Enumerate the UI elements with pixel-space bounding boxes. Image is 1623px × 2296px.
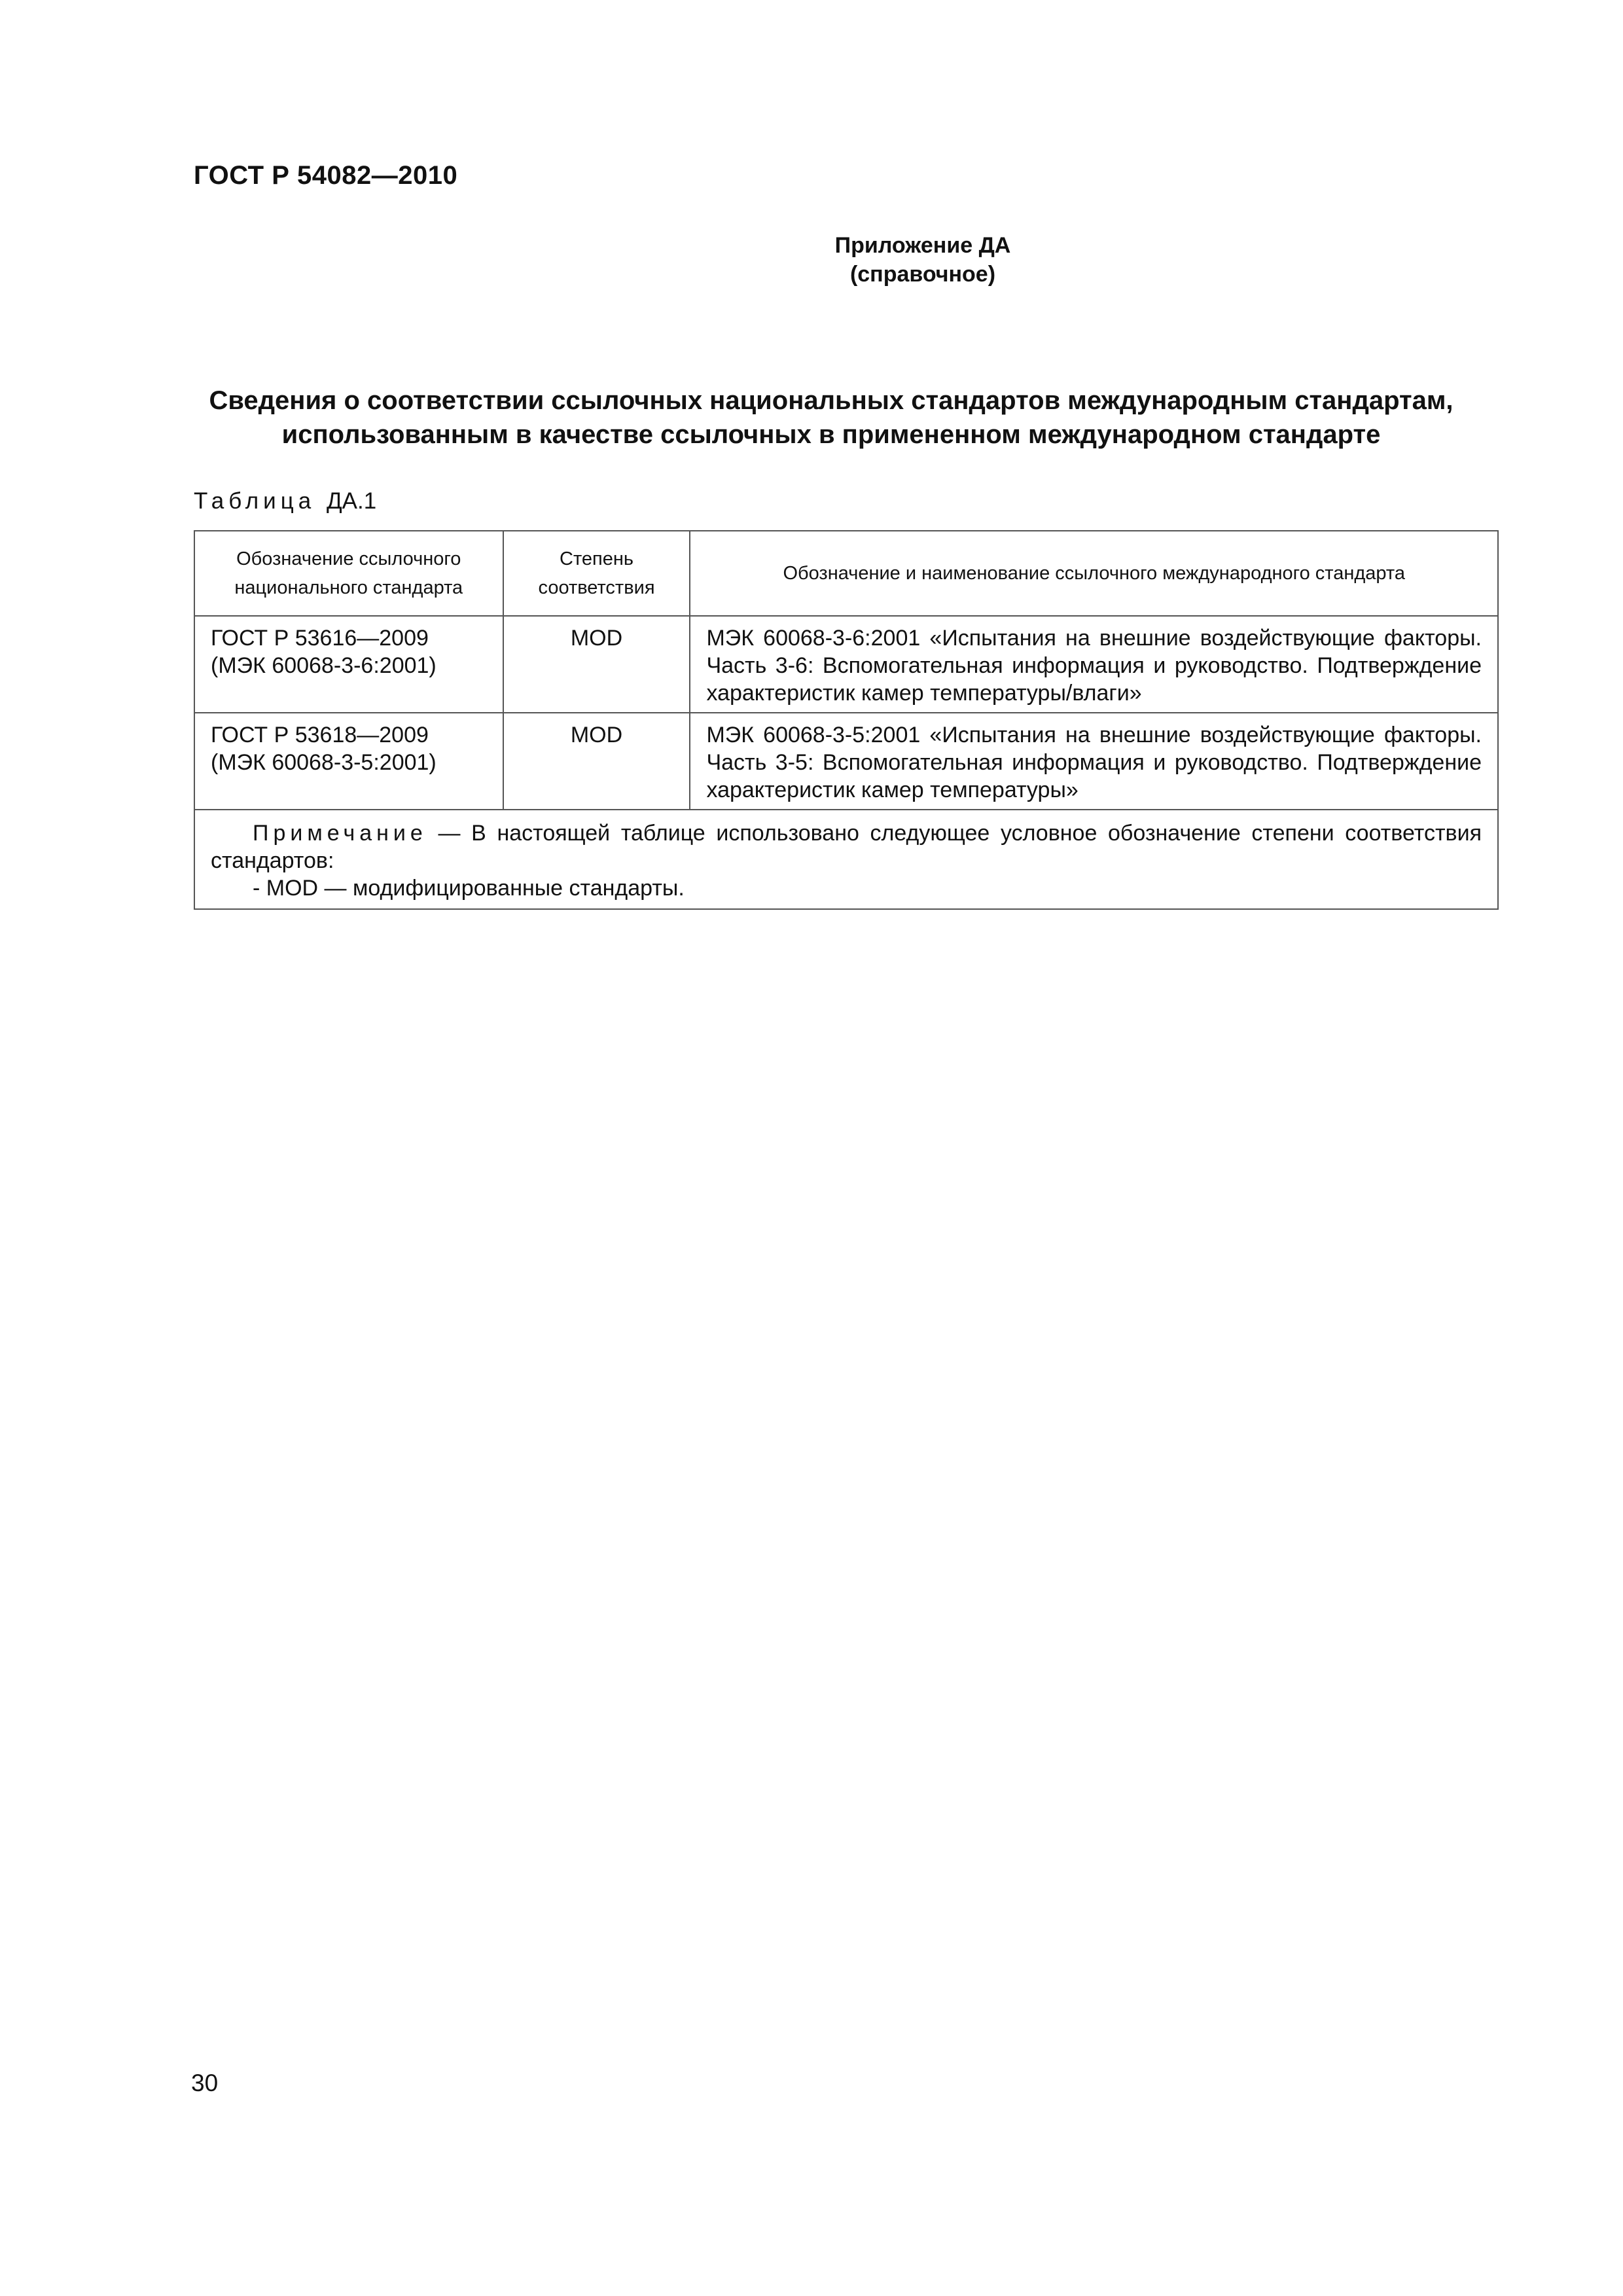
column-header-international: [690, 531, 1498, 616]
column-header-degree-line-2: соответствия: [538, 577, 655, 598]
national-standard-cell: [194, 713, 503, 810]
table-note-cell: [194, 810, 1498, 909]
page-number: 30: [191, 2070, 219, 2096]
table-note-row: [194, 810, 1498, 909]
table-caption-label: Таблица: [194, 488, 316, 514]
column-header-degree-line-1: Степень: [560, 548, 634, 569]
column-header-national: [194, 531, 503, 616]
table-note-body: — В настоящей таблице использовано следующее условное обозначение степени соответствия стандартов:: [211, 821, 1482, 873]
reference-table: [194, 530, 1499, 910]
section-title: [151, 384, 1472, 452]
international-standard-cell: МЭК 60068-3-5:2001 «Испытания на внешние воздействующие факторы. Часть 3-5: Вспомогательная информация и руководство. Подтверждение характеристик камер температуры»: [690, 713, 1498, 810]
international-standard-cell: МЭК 60068-3-6:2001 «Испытания на внешние воздействующие факторы. Часть 3-6: Вспомогательная информация и руководство. Подтверждение характеристик камер температуры/влаги»: [690, 616, 1498, 713]
national-standard-equivalent: (МЭК 60068-3-5:2001): [211, 750, 437, 775]
degree-cell: MOD: [503, 713, 690, 810]
national-standard-equivalent: (МЭК 60068-3-6:2001): [211, 653, 437, 678]
national-standard-code: ГОСТ Р 53616—2009: [211, 626, 429, 651]
table-caption-number: ДА.1: [326, 488, 377, 514]
column-header-degree: [503, 531, 690, 616]
section-title-line-2: использованным в качестве ссылочных в примененном международном стандарте: [281, 420, 1381, 449]
column-header-national-line-2: национального стандарта: [234, 577, 463, 598]
column-header-international-line-1: Обозначение и наименование ссылочного международного стандарта: [783, 563, 1405, 584]
document-code: ГОСТ Р 54082—2010: [194, 161, 458, 190]
annex-title: Приложение ДА: [834, 233, 1011, 258]
column-header-national-line-1: Обозначение ссылочного: [236, 548, 461, 569]
table-note-label: Примечание: [253, 821, 427, 846]
table-caption: [194, 488, 376, 514]
table-header-row: [194, 531, 1498, 616]
annex-kind: (справочное): [849, 262, 996, 287]
national-standard-code: ГОСТ Р 53618—2009: [211, 723, 429, 747]
table-note-text: [211, 819, 1482, 874]
table-row: [194, 616, 1498, 713]
degree-cell: MOD: [503, 616, 690, 713]
section-title-line-1: Сведения о соответствии ссылочных национальных стандартов международным стандартам,: [209, 386, 1454, 415]
national-standard-cell: [194, 616, 503, 713]
table-row: [194, 713, 1498, 810]
table-note-item: - MOD — модифицированные стандарты.: [253, 876, 685, 901]
